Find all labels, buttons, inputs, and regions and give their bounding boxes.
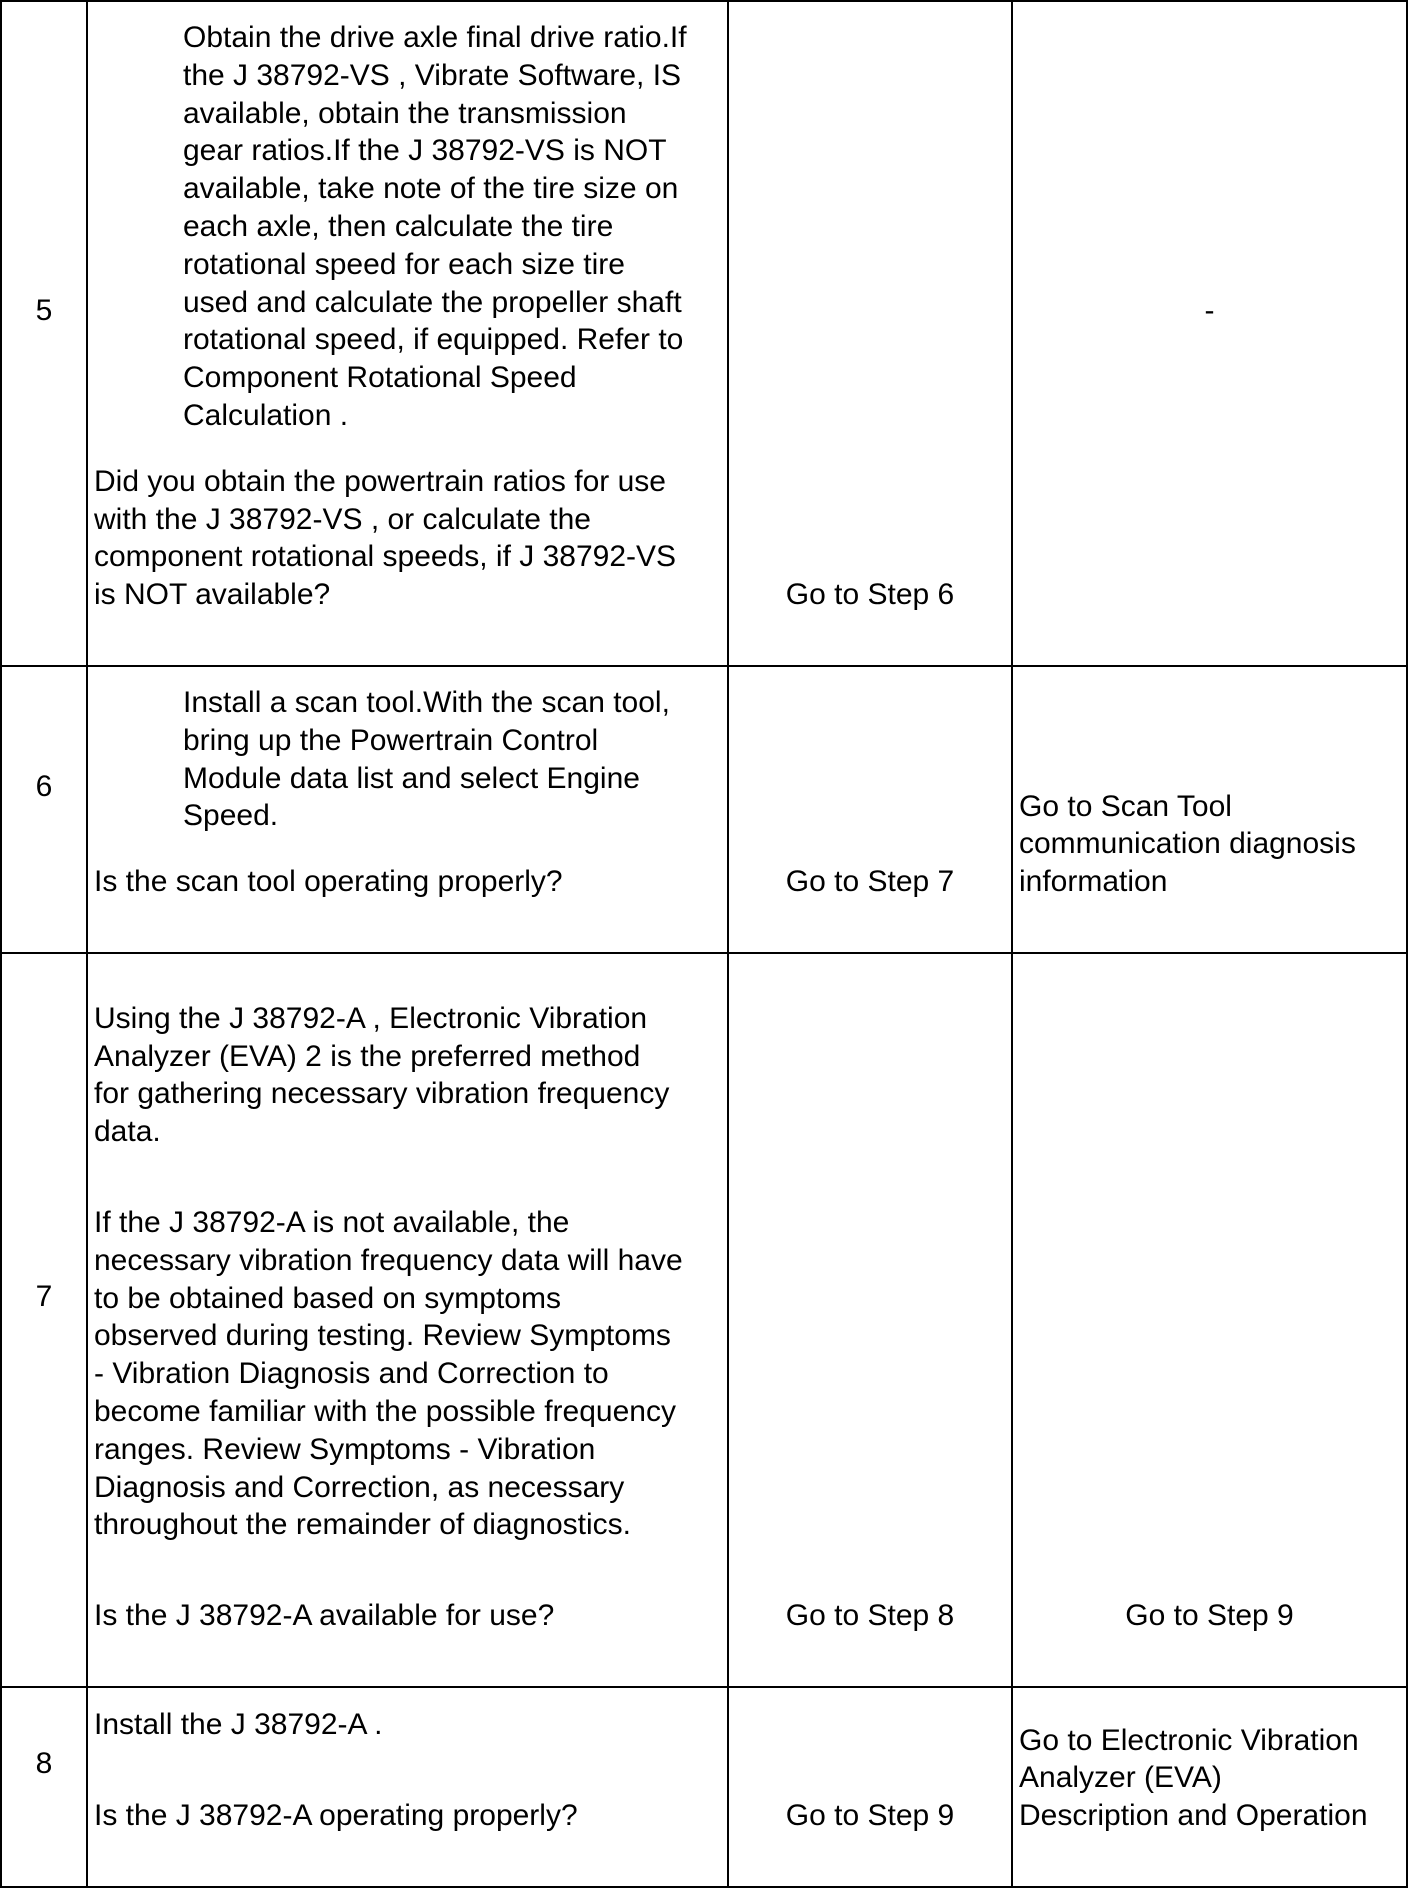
action-instruction [94, 684, 721, 835]
action-cell [86, 952, 729, 1688]
step-number-cell [0, 665, 88, 954]
action-instruction: Install the J 38792-A . [94, 1708, 383, 1742]
text-line: Diagnosis and Correction, as necessary [94, 1470, 625, 1504]
paragraph [94, 1204, 721, 1544]
text-line: gear ratios.If the J 38792-VS is NOT [183, 134, 667, 168]
text-line: If the J 38792-A is not available, the [94, 1206, 570, 1240]
text-line: Description and Operation [1019, 1799, 1368, 1833]
text-line: Calculation . [183, 399, 349, 433]
text-line: is NOT available? [94, 578, 331, 612]
text-line: available, obtain the transmission [183, 96, 627, 130]
text-line: available, take note of the tire size on [183, 172, 679, 206]
step-number-cell [0, 952, 88, 1688]
text-line: Obtain the drive axle final drive ratio.If [183, 21, 687, 55]
step-number: 6 [35, 769, 53, 803]
no-link[interactable]: Go to Step 9 [1125, 1599, 1294, 1633]
no-cell [1011, 952, 1408, 1688]
step-number: 8 [35, 1747, 53, 1780]
text-line: become familiar with the possible frequency [94, 1395, 676, 1429]
no-link[interactable] [1019, 1722, 1400, 1835]
text-line: Component Rotational Speed [183, 361, 577, 395]
text-line: used and calculate the propeller shaft [183, 285, 682, 319]
text-line: - Vibration Diagnosis and Correction to [94, 1357, 609, 1391]
question: Is the scan tool operating properly? [94, 865, 563, 899]
text-line: data. [94, 1115, 161, 1149]
text-line: information [1019, 865, 1168, 899]
text-line: Module data list and select Engine [183, 761, 640, 795]
no-cell [1011, 0, 1408, 667]
text-line: Speed. [183, 799, 279, 833]
text-line: bring up the Powertrain Control [183, 723, 599, 757]
question: Is the J 38792-A operating properly? [94, 1799, 578, 1833]
text-line: each axle, then calculate the tire [183, 210, 614, 244]
action-cell [86, 1686, 729, 1888]
step-number-cell [0, 1686, 88, 1888]
text-line: Go to Electronic Vibration [1019, 1723, 1359, 1757]
text-line: rotational speed, if equipped. Refer to [183, 323, 684, 357]
text-line: with the J 38792-VS , or calculate the [94, 502, 591, 536]
text-line: Using the J 38792-A , Electronic Vibration [94, 1001, 648, 1035]
no-value: - [1204, 293, 1215, 327]
text-line: Did you obtain the powertrain ratios for use [94, 464, 666, 498]
no-cell [1011, 1686, 1408, 1888]
text-line: component rotational speeds, if J 38792-VS [94, 540, 677, 574]
text-line: Install a scan tool.With the scan tool, [183, 686, 670, 720]
yes-cell [727, 665, 1013, 954]
text-line: throughout the remainder of diagnostics. [94, 1508, 631, 1542]
step-number-cell [0, 0, 88, 667]
yes-link[interactable]: Go to Step 8 [785, 1599, 955, 1633]
yes-link[interactable]: Go to Step 9 [785, 1799, 955, 1833]
step-number: 7 [35, 1280, 53, 1313]
yes-link[interactable]: Go to Step 7 [785, 865, 955, 899]
step-number: 5 [35, 293, 53, 327]
yes-cell [727, 0, 1013, 667]
text-line: to be obtained based on symptoms [94, 1281, 561, 1315]
text-line: observed during testing. Review Symptoms [94, 1319, 671, 1353]
action-cell [86, 0, 729, 667]
text-line: Go to Scan Tool [1019, 789, 1232, 823]
text-line: Analyzer (EVA) [1019, 1761, 1222, 1795]
text-line: necessary vibration frequency data will have [94, 1243, 683, 1277]
yes-cell [727, 1686, 1013, 1888]
text-line: the J 38792-VS , Vibrate Software, IS [183, 58, 682, 92]
text-line: ranges. Review Symptoms - Vibration [94, 1432, 596, 1466]
paragraph [94, 1000, 721, 1151]
action-instruction [94, 19, 721, 435]
question: Is the J 38792-A available for use? [94, 1599, 555, 1633]
no-link[interactable] [1019, 788, 1400, 901]
action-cell [86, 665, 729, 954]
text-line: rotational speed for each size tire [183, 247, 625, 281]
yes-cell [727, 952, 1013, 1688]
text-line: for gathering necessary vibration frequency [94, 1077, 670, 1111]
question [94, 463, 721, 614]
text-line: Analyzer (EVA) 2 is the preferred method [94, 1039, 641, 1073]
no-cell [1011, 665, 1408, 954]
text-line: communication diagnosis [1019, 827, 1356, 861]
yes-link[interactable]: Go to Step 6 [785, 578, 955, 612]
